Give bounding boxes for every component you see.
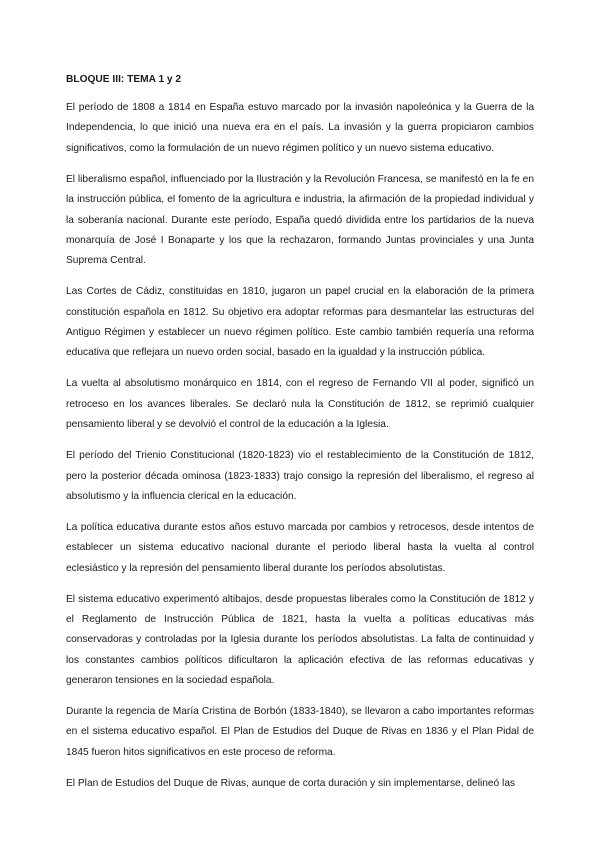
document-heading: BLOQUE III: TEMA 1 y 2: [66, 74, 182, 85]
paragraph-3: Las Cortes de Cádiz, constituidas en 1810, jugaron un papel crucial en la elaboración de la primera constitución española en 1812. Su objetivo era adoptar reformas para desmantelar las estructuras del Antiguo Régimen y establecer un nuevo régimen político. Este cambio también requería una reforma educativa que reflejara un nuevo orden social, basado en la igualdad y la instrucción pública.: [66, 286, 534, 359]
paragraph-4: La vuelta al absolutismo monárquico en 1814, con el regreso de Fernando VII al poder, significó un retroceso en los avances liberales. Se declaró nula la Constitución de 1812, se reprimió cualquier pensamiento liberal y se devolvió el control de la educación a la Iglesia.: [66, 378, 534, 431]
paragraph-8: Durante la regencia de María Cristina de Borbón (1833-1840), se llevaron a cabo importantes reformas en el sistema educativo español. El Plan de Estudios del Duque de Rivas en 1836 y el Plan Pidal de 1845 fueron hitos significativos en este proceso de reforma.: [66, 706, 534, 758]
paragraph-9: El Plan de Estudios del Duque de Rivas, aunque de corta duración y sin implementarse, delineó las: [66, 777, 516, 789]
paragraph-2: El liberalismo español, influenciado por la Ilustración y la Revolución Francesa, se manifestó en la fe en la instrucción pública, el fomento de la agricultura e industria, la afirmación de la propiedad individual y la soberanía nacional. Durante este período, España quedó dividida entre los partidarios de la nueva monarquía de José I Bonaparte y los que la rechazaron, formando Juntas provinciales y una Junta Suprema Central.: [66, 173, 534, 267]
paragraph-6: La política educativa durante estos años estuvo marcada por cambios y retrocesos, desde intentos de establecer un sistema educativo nacional durante el periodo liberal hasta la vuelta al control eclesiástico y la represión del pensamiento liberal durante los períodos absolutistas.: [66, 521, 534, 574]
paragraph-1: El período de 1808 a 1814 en España estuvo marcado por la invasión napoleónica y la Guerra de la Independencia, lo que inició una nueva era en el país. La invasión y la guerra propiciaron cambios significativos, como la formulación de un nuevo régimen político y un nuevo sistema educativo.: [66, 102, 534, 154]
document-body: [66, 72, 534, 805]
paragraph-7: El sistema educativo experimentó altibajos, desde propuestas liberales como la Constitución de 1812 y el Reglamento de Instrucción Pública de 1821, hasta la vuelta a políticas educativas más conservadoras y controladas por la Iglesia durante los períodos absolutistas. La falta de continuidad y los constantes cambios políticos dificultaron la aplicación efectiva de las reformas educativas y generaron tensiones en la sociedad española.: [66, 593, 534, 687]
paragraph-5: El período del Trienio Constitucional (1820-1823) vio el restablecimiento de la Constitución de 1812, pero la posterior década ominosa (1823-1833) trajo consigo la represión del liberalismo, el regreso al absolutismo y la influencia clerical en la educación.: [66, 450, 534, 502]
